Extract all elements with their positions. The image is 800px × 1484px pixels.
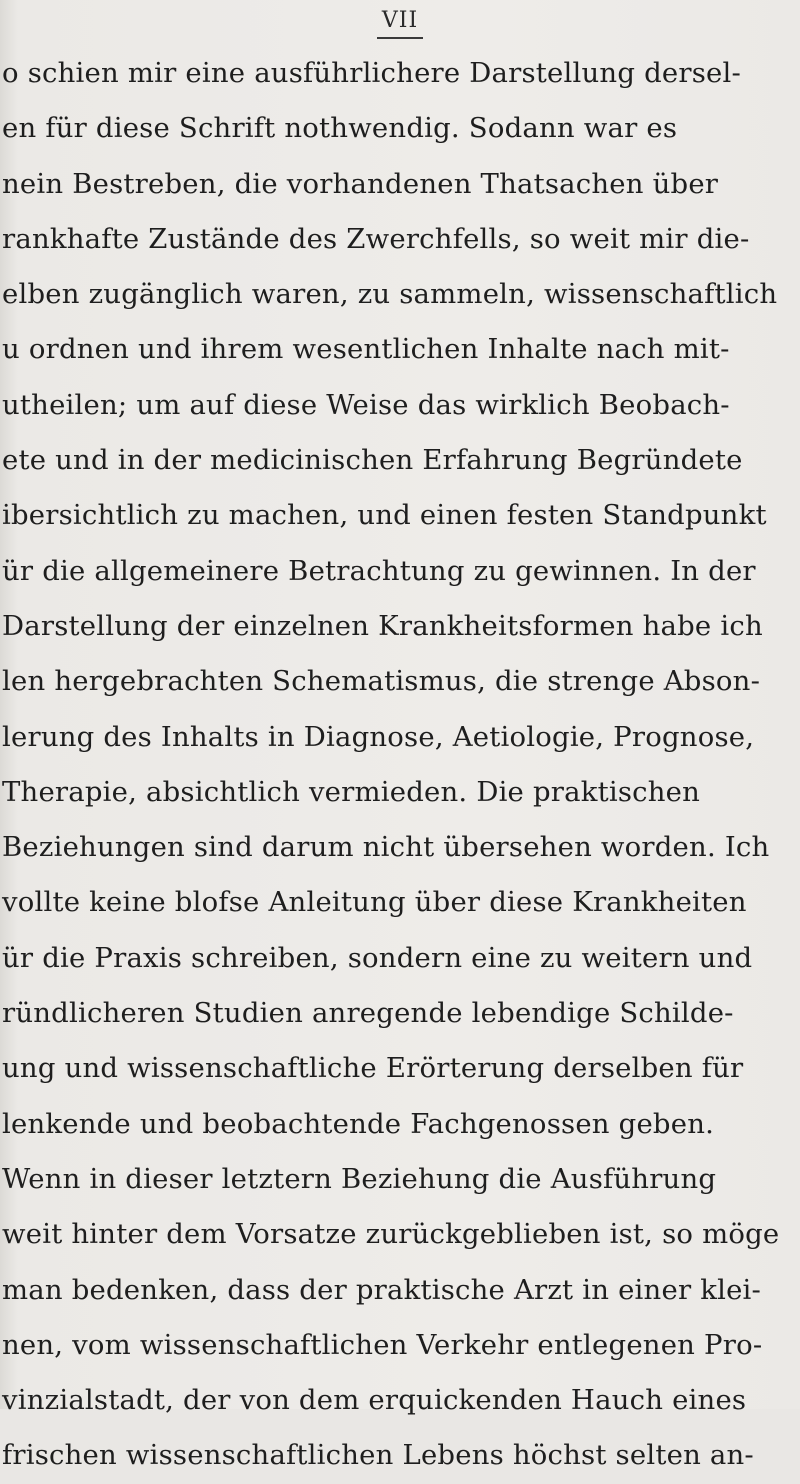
text-line: Wenn in dieser letztern Beziehung die Ausführung <box>2 1162 717 1195</box>
text-line: frischen wissenschaftlichen Lebens höchst selten an- <box>2 1439 754 1472</box>
text-line: nein Bestreben, die vorhandenen Thatsachen über <box>2 167 719 200</box>
text-line: Beziehungen sind darum nicht übersehen worden. Ich <box>2 831 770 864</box>
text-line: ür die Praxis schreiben, sondern eine zu weitern und <box>2 941 753 974</box>
text-line: ibersichtlich zu machen, und einen festen Standpunkt <box>2 499 767 532</box>
text-line: utheilen; um auf diese Weise das wirklich Beobach- <box>2 388 730 421</box>
text-line: vollte keine blofse Anleitung über diese Krankheiten <box>2 886 747 919</box>
text-line: lenkende und beobachtende Fachgenossen geben. <box>2 1107 715 1140</box>
text-line: en für diese Schrift nothwendig. Sodann war es <box>2 112 678 145</box>
text-line: ete und in der medicinischen Erfahrung Begründete <box>2 444 743 477</box>
text-line: lerung des Inhalts in Diagnose, Aetiologie, Prognose, <box>2 720 755 753</box>
text-line: len hergebrachten Schematismus, die strenge Abson- <box>2 665 761 698</box>
body-text <box>2 46 800 1484</box>
text-line: nen, vom wissenschaftlichen Verkehr entlegenen Pro- <box>2 1328 763 1361</box>
text-line: elben zugänglich waren, zu sammeln, wissenschaftlich <box>2 278 778 311</box>
text-line: weit hinter dem Vorsatze zurückgeblieben ist, so möge <box>2 1218 780 1251</box>
page-header <box>0 8 800 39</box>
text-line: o schien mir eine ausführlichere Darstellung dersel- <box>2 57 741 89</box>
text-line: Darstellung der einzelnen Krankheitsformen habe ich <box>2 609 763 642</box>
page-number: VII <box>377 8 423 39</box>
text-line: ung und wissenschaftliche Erörterung derselben für <box>2 1052 744 1085</box>
text-line: ründlicheren Studien anregende lebendige Schilde- <box>2 997 734 1030</box>
text-line: vinzialstadt, der von dem erquickenden Hauch eines <box>2 1384 747 1417</box>
text-line: Therapie, absichtlich vermieden. Die praktischen <box>2 775 701 808</box>
text-line: man bedenken, dass der praktische Arzt in einer klei- <box>2 1273 762 1306</box>
text-line: u ordnen und ihrem wesentlichen Inhalte nach mit- <box>2 333 730 366</box>
text-line: rankhafte Zustände des Zwerchfells, so weit mir die- <box>2 222 750 255</box>
text-line: ür die allgemeinere Betrachtung zu gewinnen. In der <box>2 554 756 587</box>
